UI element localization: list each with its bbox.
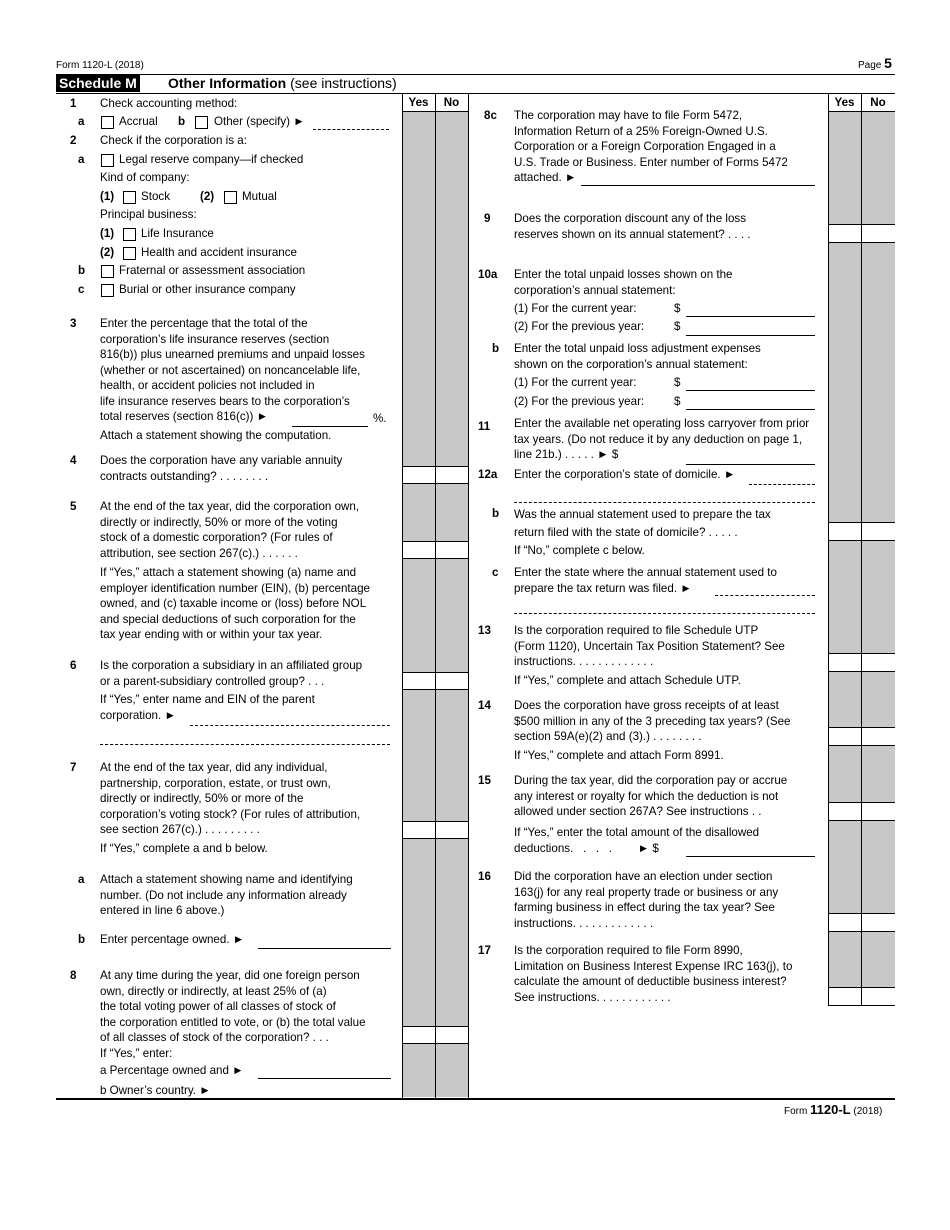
line-10a1-dollar: $ (674, 302, 681, 315)
line-13-ifyes: If “Yes,” complete and attach Schedule UTP. (514, 674, 741, 687)
line-4-number: 4 (70, 454, 77, 467)
kind-of-company-label: Kind of company: (100, 171, 190, 184)
line-10a2-dollar: $ (674, 320, 681, 333)
line-5-text: At the end of the tax year, did the corporation own, directly or indirectly, 50% or more of the voting stock of a domestic corporation? (For rules of attribution, see section 267(c).) . . . . . . (100, 500, 360, 560)
q9-yes-box[interactable] (829, 224, 861, 242)
legal-reserve-label: Legal reserve company—if checked (119, 153, 304, 166)
stock-checkbox[interactable] (123, 191, 136, 204)
stock-label: Stock (141, 190, 170, 203)
line-8c-number: 8c (484, 109, 497, 122)
life-number: (1) (100, 227, 115, 240)
q4-no-box[interactable] (436, 466, 468, 483)
line-7-number: 7 (70, 761, 77, 774)
burial-checkbox[interactable] (101, 284, 114, 297)
line-7-ifyes: If “Yes,” complete a and b below. (100, 842, 268, 855)
line-1-number: 1 (70, 97, 77, 110)
line-10b1-dollar: $ (674, 376, 681, 389)
yes-header-left: Yes (408, 96, 429, 109)
schedule-title: Other Information (see instructions) (168, 75, 397, 91)
health-number: (2) (100, 246, 115, 259)
line-4-text: Does the corporation have any variable annuity contracts outstanding? . . . . . . . . (100, 454, 343, 483)
line-8b-text: b Owner’s country. ► (100, 1084, 211, 1097)
line-1-text: Check accounting method: (100, 97, 238, 110)
line-3-attach: Attach a statement showing the computation. (100, 429, 332, 442)
other-method-checkbox[interactable] (195, 116, 208, 129)
loss-adj-previous-field[interactable] (686, 409, 815, 410)
loss-adj-current-field[interactable] (686, 390, 815, 391)
line-8-ifyes: If “Yes,” enter: (100, 1047, 173, 1060)
q14-no-box[interactable] (862, 727, 895, 745)
reserve-percentage-field[interactable] (292, 426, 368, 427)
line-10a2-label: (2) For the previous year: (514, 320, 645, 333)
line-7a-letter: a (78, 873, 85, 886)
foreign-percentage-field[interactable] (258, 1078, 391, 1079)
line-3-text: Enter the percentage that the total of the corporation’s life insurance reserves (section 816(b)) plus unearned premiums and unpaid losses (whether or not ascertained) on noncancelable life, health, or accident policies not included in life insurance reserves bears to the corporation’s total reserves (section 816(c)) ► (100, 317, 365, 423)
line-6-number: 6 (70, 659, 77, 672)
line-7b-text: Enter percentage owned. ► (100, 933, 245, 946)
line-12b-ifno: If “No,” complete c below. (514, 544, 645, 557)
q5-no-box[interactable] (436, 541, 468, 558)
line-8a-text: a Percentage owned and ► (100, 1064, 244, 1077)
q8-yes-box[interactable] (403, 1026, 435, 1043)
line-12b-text: Was the annual statement used to prepare the tax return filed with the state of domicile? . . . . . (514, 508, 771, 539)
mutual-label: Mutual (242, 190, 277, 203)
no-header-left: No (443, 96, 460, 109)
q8-no-box[interactable] (436, 1026, 468, 1043)
q17-no-box[interactable] (862, 987, 895, 1006)
q6-no-box[interactable] (436, 672, 468, 689)
line-6-text: Is the corporation a subsidiary in an affiliated group or a parent-subsidiary controlled group? . . . (100, 659, 363, 688)
other-method-field[interactable] (313, 129, 389, 130)
q16-yes-box[interactable] (829, 913, 861, 931)
nol-carryover-field[interactable] (686, 464, 815, 465)
q9-no-box[interactable] (862, 224, 895, 242)
line-15-ifyes: If “Yes,” enter the total amount of the disallowed (514, 826, 760, 839)
q13-yes-box[interactable] (829, 653, 861, 671)
q7-no-box[interactable] (436, 821, 468, 838)
line-14-text: Does the corporation have gross receipts of at least $500 million in any of the 3 preceding tax years? (See section 59A(e)(2) and (3).) . . . . . . . . (514, 699, 791, 743)
line-2-number: 2 (70, 134, 77, 147)
line-2-text: Check if the corporation is a: (100, 134, 247, 147)
line-12b-letter: b (492, 507, 500, 520)
q4-yes-box[interactable] (403, 466, 435, 483)
fraternal-label: Fraternal or assessment association (119, 264, 306, 277)
line-8-text: At any time during the year, did one foreign person own, directly or indirectly, at least 25% of (a) the total voting power of all classes of stock of the corporation entitled to vote, or (b) the total value of all classes of stock of the corporation? . . . (100, 969, 366, 1044)
q13-no-box[interactable] (862, 653, 895, 671)
mutual-number: (2) (200, 190, 215, 203)
q6-yes-box[interactable] (403, 672, 435, 689)
accrual-checkbox[interactable] (101, 116, 114, 129)
page-number: Page 5 (858, 55, 892, 71)
q15-yes-box[interactable] (829, 802, 861, 820)
line-13-text: Is the corporation required to file Schedule UTP (Form 1120), Uncertain Tax Position Statement? See instructions. . . . . . . . . . . . . (514, 624, 785, 668)
mutual-checkbox[interactable] (224, 191, 237, 204)
q16-no-box[interactable] (862, 913, 895, 931)
form-reference: Form 1120-L (2018) (56, 60, 144, 71)
other-method-label: Other (specify) ► (214, 115, 305, 128)
line-8-number: 8 (70, 969, 77, 982)
unpaid-losses-current-field[interactable] (686, 316, 815, 317)
form5472-count-field[interactable] (581, 185, 815, 186)
line-1a-letter: a (78, 115, 85, 128)
fraternal-checkbox[interactable] (101, 265, 114, 278)
line-14-number: 14 (478, 699, 491, 712)
burial-label: Burial or other insurance company (119, 283, 296, 296)
state-filed-field-1[interactable] (715, 595, 815, 596)
line-3-number: 3 (70, 317, 77, 330)
line-12c-letter: c (492, 566, 499, 579)
line-2b-letter: b (78, 264, 86, 277)
line-7-text: At the end of the tax year, did any individual, partnership, corporation, estate, or trust own, directly or indirectly, 50% or more of the corporation’s voting stock? (For rules of attribution, see section 267(c).) . . . . . . . . . (100, 761, 361, 836)
line-17-number: 17 (478, 944, 491, 957)
parent-corp-field-2[interactable] (100, 744, 390, 745)
schedule-tag: Schedule M (56, 75, 140, 92)
percentage-owned-field[interactable] (258, 948, 391, 949)
principal-business-label: Principal business: (100, 208, 197, 221)
line-16-text: Did the corporation have an election under section 163(j) for any real property trade or business or any farming business in effect during the tax year? See instructions. . . . . . . . . . . . . (514, 870, 779, 930)
disallowed-deductions-field[interactable] (686, 856, 815, 857)
line-2a-letter: a (78, 153, 85, 166)
line-10b2-label: (2) For the previous year: (514, 395, 645, 408)
line-16-number: 16 (478, 870, 491, 883)
stock-number: (1) (100, 190, 115, 203)
q12b-yes-box[interactable] (829, 522, 861, 540)
health-insurance-checkbox[interactable] (123, 247, 136, 260)
state-domicile-field-1[interactable] (749, 484, 815, 485)
health-insurance-label: Health and accident insurance (141, 246, 297, 259)
line-11-number: 11 (478, 420, 491, 433)
yes-header-right: Yes (834, 96, 855, 109)
line-15-text: During the tax year, did the corporation pay or accrue any interest or royalty for which the deduction is not allowed under section 267A? See instructions . . (514, 774, 788, 818)
footer-form-id: Form 1120-L (2018) (784, 1102, 883, 1117)
legal-reserve-checkbox[interactable] (101, 154, 114, 167)
line-2c-letter: c (78, 283, 85, 296)
q15-no-box[interactable] (862, 802, 895, 820)
state-filed-field-2[interactable] (514, 613, 815, 614)
line-12a-number: 12a (478, 468, 498, 481)
q14-yes-box[interactable] (829, 727, 861, 745)
line-10b1-label: (1) For the current year: (514, 376, 637, 389)
line-1b-letter: b (178, 115, 186, 128)
line-10b-text: Enter the total unpaid loss adjustment expenses shown on the corporation’s annual statement: (514, 342, 761, 371)
line-6-ifyes: If “Yes,” enter name and EIN of the parent corporation. ► (100, 693, 315, 722)
q12b-no-box[interactable] (862, 522, 895, 540)
line-10b-letter: b (492, 342, 500, 355)
line-10a-number: 10a (478, 268, 498, 281)
state-domicile-field-2[interactable] (514, 502, 815, 503)
line-9-number: 9 (484, 212, 491, 225)
life-insurance-checkbox[interactable] (123, 228, 136, 241)
line-14-ifyes: If “Yes,” complete and attach Form 8991. (514, 749, 724, 762)
line-11-text: Enter the available net operating loss carryover from prior tax years. (Do not reduce it by any deduction on page 1, line 21b.) . . . . . ► $ (514, 417, 810, 461)
life-insurance-label: Life Insurance (141, 227, 214, 240)
line-12a-text: Enter the corporation’s state of domicile. ► (514, 468, 736, 481)
line-17-text: Is the corporation required to file Form 8990, Limitation on Business Interest Expense IRC 163(j), to calculate the amount of deductible business interest? See instructions. . . . . . . . . . . . (514, 944, 793, 1004)
accrual-label: Accrual (119, 115, 158, 128)
percent-sign: %. (373, 412, 387, 425)
line-10a1-label: (1) For the current year: (514, 302, 637, 315)
line-7b-letter: b (78, 933, 86, 946)
line-10a-text: Enter the total unpaid losses shown on the corporation’s annual statement: (514, 268, 733, 297)
line-10b2-dollar: $ (674, 395, 681, 408)
line-7a-text: Attach a statement showing name and identifying number. (Do not include any information already entered in line 6 above.) (100, 873, 353, 917)
line-13-number: 13 (478, 624, 491, 637)
q17-yes-box[interactable] (829, 987, 861, 1006)
line-8c-text: The corporation may have to file Form 5472, Information Return of a 25% Foreign-Owned U.S. Corporation or a Foreign Corporation Engaged in a U.S. Trade or Business. Enter number of Forms 5472 attached. ► (514, 109, 788, 184)
line-5-ifyes: If “Yes,” attach a statement showing (a) name and employer identification number (EIN), (b) percentage owned, and (c) taxable income or (loss) before NOL and special deductions of such corporation for the tax year ending with or within your tax year. (100, 566, 371, 641)
parent-corp-field-1[interactable] (190, 725, 390, 726)
q7-yes-box[interactable] (403, 821, 435, 838)
q5-yes-box[interactable] (403, 541, 435, 558)
unpaid-losses-previous-field[interactable] (686, 335, 815, 336)
line-15-deductions: deductions. . . . ► $ (514, 842, 659, 855)
line-12c-text: Enter the state where the annual statement used to prepare the tax return was filed. ► (514, 566, 777, 595)
line-5-number: 5 (70, 500, 77, 513)
line-15-number: 15 (478, 774, 491, 787)
line-9-text: Does the corporation discount any of the loss reserves shown on its annual statement? . . . . (514, 212, 751, 241)
no-header-right: No (870, 96, 886, 109)
